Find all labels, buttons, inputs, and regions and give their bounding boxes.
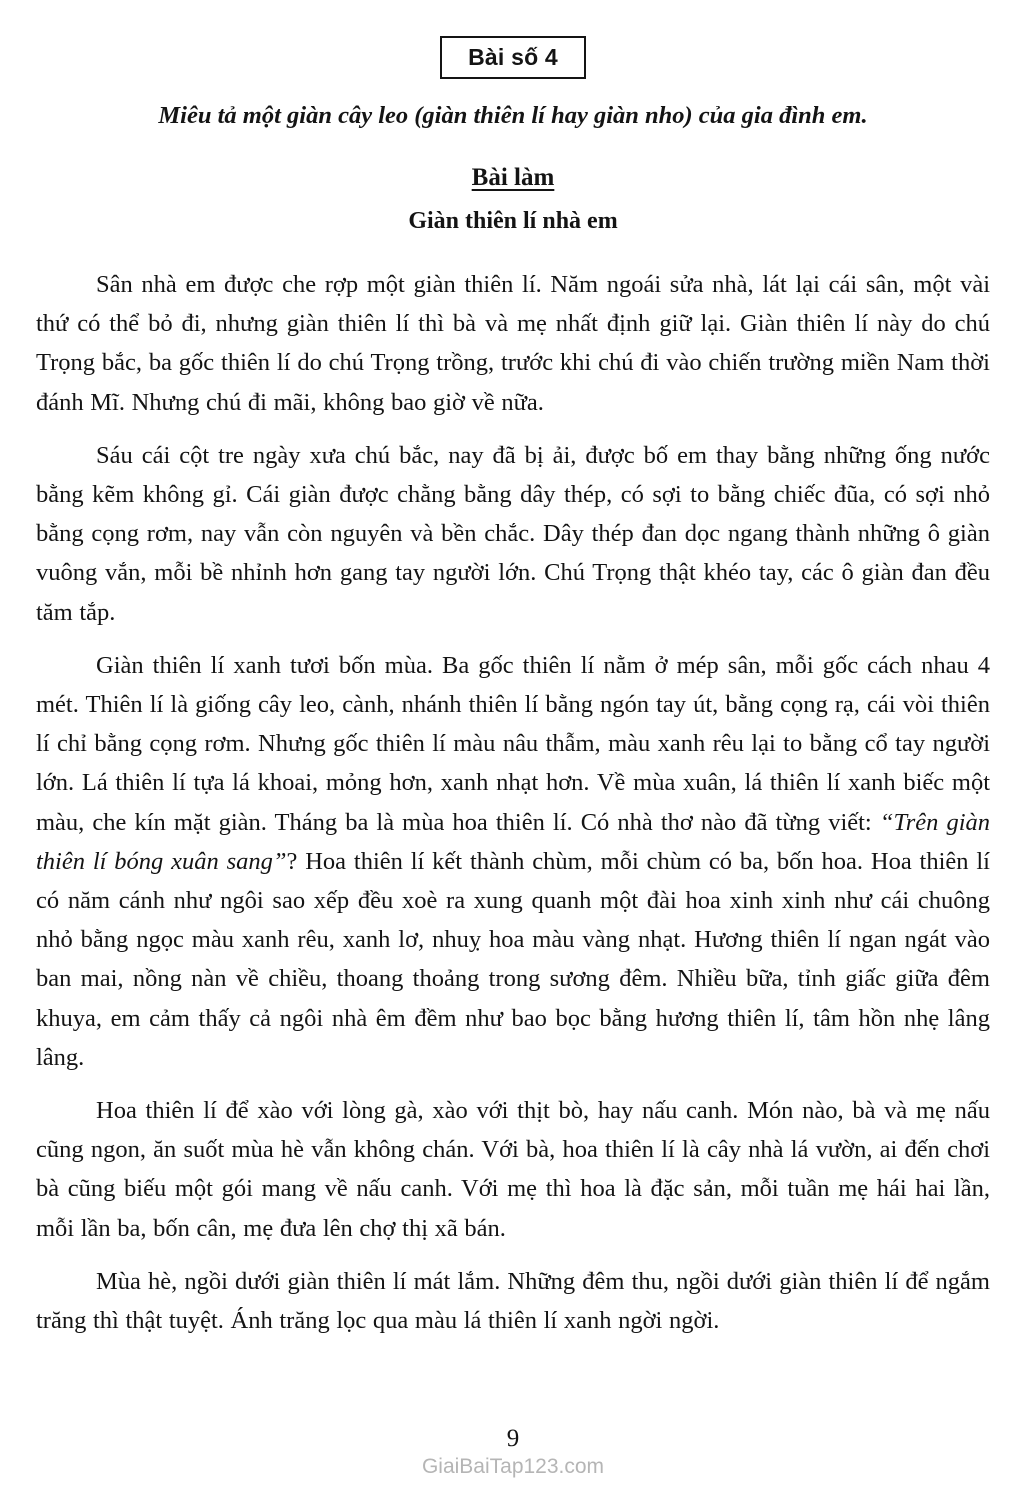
essay-title: Giàn thiên lí nhà em [408, 208, 618, 234]
paragraph-2: Sáu cái cột tre ngày xưa chú bắc, nay đã bị ải, được bố em thay bằng những ống nước bằng kẽm không gỉ. Cái giàn được chằng bằng dây thép, có sợi to bằng chiếc đũa, có sợi nhỏ bằng cọng rơm, nay vẫn còn nguyên và bền chắc. Dây thép đan dọc ngang thành những ô giàn vuông vắn, mỗi bề nhỉnh hơn gang tay người lớn. Chú Trọng thật khéo tay, các ô giàn đan đều tăm tắp. [36, 441, 990, 626]
paragraph-3-after-quote: ? Hoa thiên lí kết thành chùm, mỗi chùm có ba, bốn hoa. Hoa thiên lí có năm cánh như ngôi sao xếp đều xoè ra xung quanh một đài hoa xinh xinh như cái chuông nhỏ bằng ngọc màu xanh rêu, xanh lơ, nhuỵ hoa màu vàng nhạt. Hương thiên lí ngan ngát vào ban mai, nồng nàn về chiều, thoang thoảng trong sương đêm. Nhiều bữa, tỉnh giấc giữa đêm khuya, em cảm thấy cả ngôi nhà êm đềm như bao bọc bằng hương thiên lí, tâm hồn nhẹ lâng lâng. [36, 847, 990, 1071]
page-number: 9 [506, 1425, 520, 1452]
exercise-badge: Bài số 4 [440, 36, 586, 79]
watermark: GiaiBaiTap123.com [421, 1455, 605, 1478]
paragraph-5: Mùa hè, ngồi dưới giàn thiên lí mát lắm. Những đêm thu, ngồi dưới giàn thiên lí để ngắm trăng thì thật tuyệt. Ánh trăng lọc qua màu lá thiên lí xanh ngời ngời. [36, 1267, 990, 1335]
paragraph-3 [36, 646, 990, 1077]
task-prompt: Miêu tả một giàn cây leo (giàn thiên lí hay giàn nho) của gia đình em. [158, 102, 868, 129]
paragraph-1: Sân nhà em được che rợp một giàn thiên lí. Năm ngoái sửa nhà, lát lại cái sân, một vài thứ có thể bỏ đi, nhưng giàn thiên lí thì bà và mẹ nhất định giữ lại. Giàn thiên lí này do chú Trọng bắc, ba gốc thiên lí do chú Trọng trồng, trước khi chú đi vào chiến trường miền Nam thời đánh Mĩ. Nhưng chú đi mãi, không bao giờ về nữa. [36, 271, 990, 416]
section-heading-text: Bài làm [471, 164, 555, 191]
essay-body [36, 265, 990, 1354]
paragraph-4: Hoa thiên lí để xào với lòng gà, xào với thịt bò, hay nấu canh. Món nào, bà và mẹ nấu cũng ngon, ăn suốt mùa hè vẫn không chán. Với bà, hoa thiên lí là cây nhà lá vườn, ai đến chơi bà cũng biếu một gói mang về nấu canh. Với mẹ thì hoa là đặc sản, mỗi tuần mẹ hái hai lần, mỗi lần ba, bốn cân, mẹ đưa lên chợ thị xã bán. [36, 1097, 990, 1242]
paragraph-3-before-quote: Giàn thiên lí xanh tươi bốn mùa. Ba gốc thiên lí nằm ở mép sân, mỗi gốc cách nhau 4 mét. Thiên lí là giống cây leo, cành, nhánh thiên lí bằng ngón tay út, bằng cọng rạ, cái vòi thiên lí chỉ bằng cọng rơm. Nhưng gốc thiên lí màu nâu thẫm, màu xanh rêu lại to bằng cổ tay người lớn. Lá thiên lí tựa lá khoai, mỏng hơn, xanh nhạt hơn. Về mùa xuân, lá thiên lí xanh biếc một màu, che kín mặt giàn. Tháng ba là mùa hoa thiên lí. Có nhà thơ nào đã từng viết: [36, 651, 990, 836]
section-heading [36, 162, 990, 194]
poem-quote: “Trên giàn thiên lí bóng xuân sang” [36, 808, 990, 875]
document-page [36, 0, 990, 1485]
badge-row [36, 36, 990, 79]
